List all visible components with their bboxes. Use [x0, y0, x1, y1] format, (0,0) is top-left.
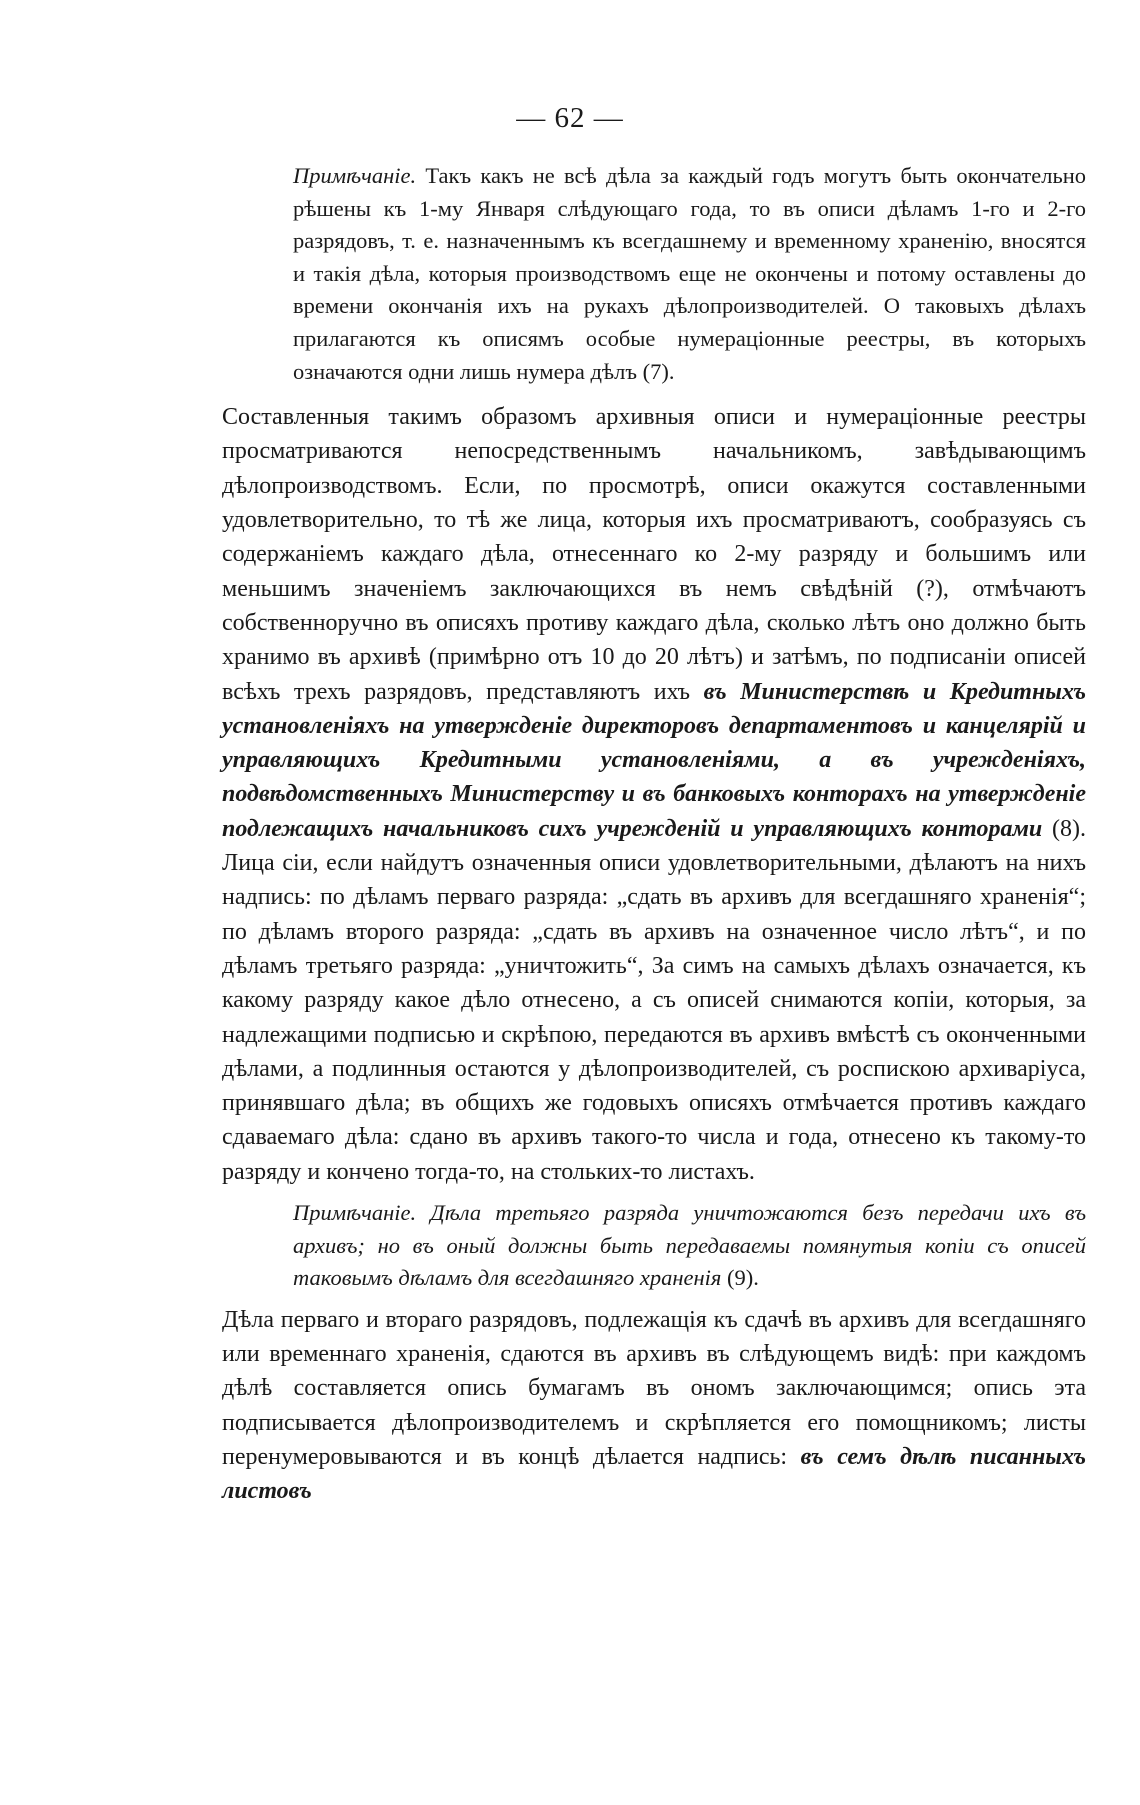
emphasized-text: въ семъ дѣлѣ писанныхъ листовъ: [222, 1443, 1087, 1505]
body-paragraph-1: [222, 400, 1086, 1189]
paragraph-spacer: [222, 1189, 1086, 1197]
body-text: Составленныя такимъ образомъ архивныя описи и нумераціонные реестры просматриваются непосредственнымъ начальникомъ, завѣдывающимъ дѣлопроизводствомъ. Если, по просмотрѣ, описи окажутся составленными удовлетворительно, то тѣ же лица, которыя ихъ просматриваютъ, сообразуясь съ содержаніемъ каждаго дѣла, отнесеннаго ко 2-му разряду и большимъ или меньшимъ значеніемъ заключающихся въ немъ свѣдѣній (?), отмѣчаютъ собственноручно въ описяхъ противу каждаго дѣла, сколько лѣтъ оно должно быть хранимо въ архивѣ (примѣрно отъ 10 до 20 лѣтъ) и затѣмъ, по подписаніи описей всѣхъ трехъ разрядовъ, представляютъ ихъ: [222, 404, 1086, 705]
body-paragraph-2: [222, 1303, 1086, 1509]
note-text: Дѣла третьяго разряда уничтожаются безъ передачи ихъ въ архивъ; но въ оный должны быть передаваемы помянутыя копіи съ описей таковымъ дѣламъ для всегдашняго храненія: [293, 1199, 1086, 1291]
emphasized-text: въ Министерствѣ и Кредитныхъ установленіяхъ на утвержденіе директоровъ департаментовъ и канцелярій и управляющихъ Кредитными установленіями, а въ учрежденіяхъ, подвѣдомственныхъ Министерству и въ банковыхъ конторахъ на утвержденіе подлежащихъ начальниковъ сихъ учрежденій и управляющихъ конторами: [222, 678, 1086, 842]
note-label: Примѣчаніе.: [293, 1199, 417, 1225]
body-text: Дѣла перваго и втораго разрядовъ, подлежащія къ сдачѣ въ архивъ для всегдашняго или временнаго храненія, сдаются въ архивъ въ слѣдующемъ видѣ: при каждомъ дѣлѣ составляется опись бумагамъ въ ономъ заключающимся; опись эта подписывается дѣлопроизводителемъ и скрѣпляется его помощникомъ; листы перенумеровываются и въ концѣ дѣлается надпись:: [222, 1306, 1086, 1470]
body-text: (8). Лица сіи, если найдутъ означенныя описи удовлетворительными, дѣлаютъ на нихъ надпись: по дѣламъ перваго разряда: „сдать въ архивъ для всегдашняго храненія“; по дѣламъ второго разряда: „сдать въ архивъ на означенное число лѣтъ“, и по дѣламъ третьяго разряда: „уничтожить“, За симъ на самыхъ дѣлахъ означается, къ какому разряду какое дѣло отнесено, а съ описей снимаются копіи, которыя, за надлежащими подписью и скрѣпою, передаются въ архивъ вмѣстѣ съ оконченными дѣлами, а подлинныя остаются у дѣлопроизводителей, съ роспискою архиваріуса, принявшаго дѣла; въ общихъ же годовыхъ описяхъ отмѣчается противъ каждаго сдаваемаго дѣла: сдано въ архивъ такого-то числа и года, отнесено къ такому-то разряду и кончено тогда-то, на стольких-то листахъ.: [222, 815, 1086, 1185]
note-paragraph-2: [222, 1197, 1086, 1295]
note-label: Примѣчаніе.: [293, 163, 417, 188]
note-paragraph-1: [222, 160, 1086, 388]
page-number: — 62 —: [516, 102, 624, 134]
paragraph-spacer: [222, 1295, 1086, 1303]
note-reference: (9).: [721, 1265, 759, 1291]
paragraph-spacer: [222, 388, 1086, 400]
page-content: [222, 160, 1086, 1509]
note-text: Такъ какъ не всѣ дѣла за каждый годъ могутъ быть окончательно рѣшены къ 1-му Января слѣдующаго года, то въ описи дѣламъ 1-го и 2-го разрядовъ, т. е. назначеннымъ къ всегдашнему и временному храненію, вносятся и такія дѣла, которыя производствомъ еще не окончены и потому оставлены до времени окончанія ихъ на рукахъ дѣлопроизводителей. О таковыхъ дѣлахъ прилагаются къ описямъ особые нумераціонные реестры, въ которыхъ означаются одни лишь нумера дѣлъ (7).: [293, 163, 1086, 384]
